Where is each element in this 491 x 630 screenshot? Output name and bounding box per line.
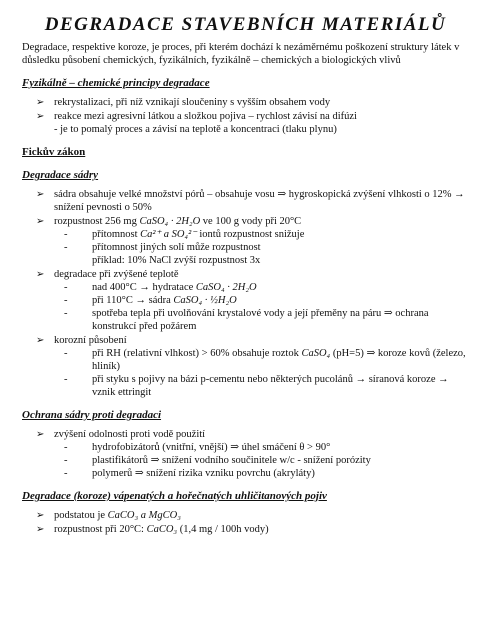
- formula: CaCO₃ a MgCO₃: [107, 510, 181, 521]
- list-protection: [0, 428, 491, 480]
- sublist-item: [64, 228, 469, 241]
- list-item-text: podstatou je: [54, 510, 108, 521]
- list-item: [36, 509, 469, 522]
- sublist-item: [64, 281, 469, 294]
- list-item: [36, 188, 469, 214]
- sublist-item: [64, 347, 469, 373]
- sublist: [54, 441, 469, 480]
- formula: CaSO₄: [301, 348, 331, 359]
- formula: Ca²⁺ a SO₄²⁻: [140, 229, 197, 240]
- list-item-continuation: - je to pomalý proces a závisí na teplotě a koncentraci (tlaku plynu): [54, 124, 337, 135]
- sublist-text: přítomnost: [92, 229, 141, 240]
- list-item-text: rozpustnost 256 mg: [54, 216, 140, 227]
- list-carbonate: [0, 509, 491, 536]
- list-item-text: reakce mezi agresivní látkou a složkou pojiva – rychlost závisí na difúzi: [54, 111, 357, 122]
- sublist-item: [64, 441, 469, 454]
- sublist-text: plastifikátorů ⇒ snížení vodního součinitele w/c - snížení porózity: [92, 455, 371, 466]
- list-item: [36, 523, 469, 536]
- list-gypsum: [0, 188, 491, 399]
- page-title: DEGRADACE STAVEBNÍCH MATERIÁLŮ: [44, 14, 447, 35]
- list-item: [36, 428, 469, 480]
- list-item-text: (1,4 mg / 100h vody): [177, 524, 269, 535]
- intro-paragraph: Degradace, respektive koroze, je proces, při kterém dochází k nezáměrnému poškození struktury látek v důsledku působení chemických, fyzikálních, fyzikálně – chemických a biologických vlivů: [22, 42, 460, 66]
- list-item: [36, 215, 469, 267]
- sublist-item: [64, 373, 469, 399]
- list-item-text: rozpustnost při 20°C:: [54, 524, 147, 535]
- sublist-text: při RH (relativní vlhkost) > 60% obsahuje roztok: [92, 348, 302, 359]
- sublist-text: hydrofobizátorů (vnitřní, vnější) ⇒ úhel smáčení θ > 90°: [92, 442, 331, 453]
- sublist-text: spotřeba tepla při uvolňování krystalové vody a její přeměny na páru ⇒ ochrana konstrukcí před požárem: [92, 308, 429, 332]
- sublist-text: při 110°C → sádra: [92, 295, 174, 306]
- sublist: [54, 228, 469, 267]
- sublist-text: přítomnost jiných solí může rozpustnost: [92, 242, 261, 253]
- list-item-text: rekrystalizaci, při níž vznikají sloučeniny s vyšším obsahem vody: [54, 97, 331, 108]
- sublist-text: (pH=5) ⇒ koroze kovů (železo, hliník): [92, 348, 466, 372]
- list-item-text: degradace při zvýšené teplotě: [54, 269, 179, 280]
- heading-fick: Fickův zákon: [22, 146, 86, 158]
- sublist: [54, 347, 469, 399]
- list-item-text: zvýšení odolnosti proti vodě použití: [54, 429, 206, 440]
- list-item: [36, 110, 469, 136]
- sublist-item: [64, 307, 469, 333]
- sublist: [54, 281, 469, 333]
- heading-carbonate-binders: Degradace (koroze) vápenatých a hořečnatých uhličitanových pojiv: [22, 490, 327, 502]
- formula: CaSO₄ · 2H₂O: [195, 282, 257, 293]
- sublist-text: iontů rozpustnost snižuje: [196, 229, 305, 240]
- list-item-text: korozní působení: [54, 335, 127, 346]
- formula: CaSO₄ · ½H₂O: [173, 295, 237, 306]
- sublist-item: [64, 454, 469, 467]
- sublist-continuation: příklad: 10% NaCl zvýší rozpustnost 3x: [92, 255, 261, 266]
- sublist-text: při styku s pojivy na bázi p-cementu nebo některých pucolánů → síranová koroze → vznik ettringit: [92, 374, 449, 398]
- sublist-item: [64, 294, 469, 307]
- list-physicochemical: [0, 96, 491, 136]
- heading-physicochemical: Fyzikálně – chemické principy degradace: [22, 77, 210, 89]
- heading-gypsum-protection: Ochrana sádry proti degradaci: [22, 409, 162, 421]
- sublist-text: polymerů ⇒ snížení rizika vzniku povrchu (akryláty): [92, 468, 315, 479]
- list-item: [36, 96, 469, 109]
- formula: CaCO₃: [146, 524, 178, 535]
- sublist-item: [64, 241, 469, 267]
- list-item-text: sádra obsahuje velké množství pórů – obsahuje vosu ⇒ hygroskopická zvýšení vlhkosti o 12% → snížení pevnosti o 50%: [54, 189, 465, 213]
- list-item: [36, 268, 469, 333]
- sublist-item: [64, 467, 469, 480]
- list-item: [36, 334, 469, 399]
- formula: CaSO₄ · 2H₂O: [139, 216, 201, 227]
- sublist-text: nad 400°C → hydratace: [92, 282, 196, 293]
- heading-gypsum-degradation: Degradace sádry: [22, 169, 99, 181]
- list-item-text: ve 100 g vody při 20°C: [200, 216, 302, 227]
